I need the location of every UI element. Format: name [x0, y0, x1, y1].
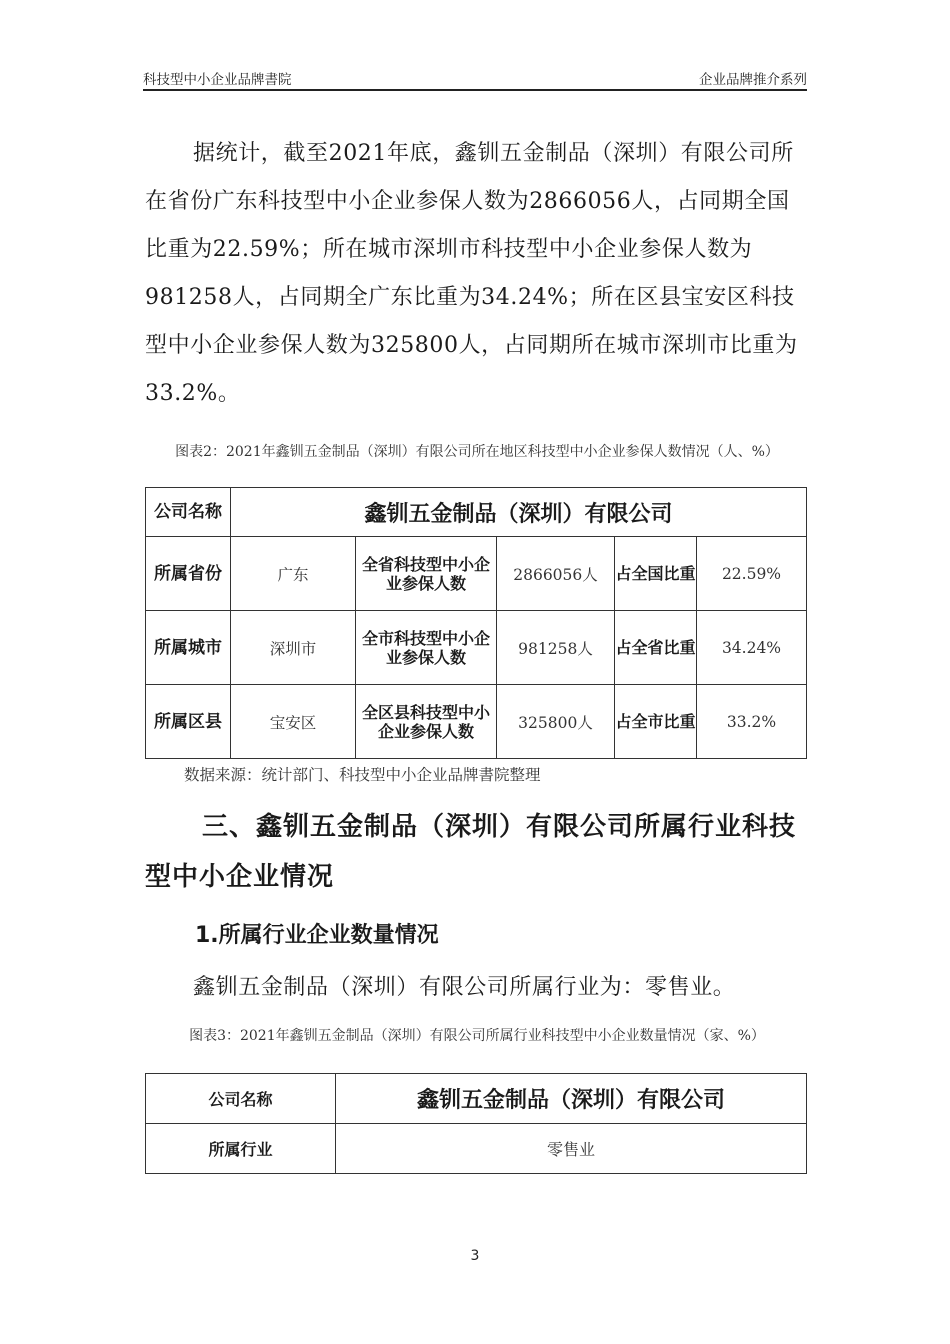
- table-row: [146, 537, 807, 611]
- value-cell: 2866056人: [497, 537, 615, 611]
- share-label-cell: 占全市比重: [615, 685, 697, 759]
- share-cell: 34.24%: [697, 611, 807, 685]
- data-source-note: 数据来源：统计部门、科技型中小企业品牌書院整理: [184, 766, 541, 784]
- insured-employees-table: [145, 487, 807, 759]
- value-cell: 981258人: [497, 611, 615, 685]
- intro-paragraph: 据统计，截至2021年底，鑫钏五金制品（深圳）有限公司所在省份广东科技型中小企业参保人数为2866056人，占同期全国比重为22.59%；所在城市深圳市科技型中小企业参保人数为981258人，占同期全广东比重为34.24%；所在区县宝安区科技型中小企业参保人数为325800人，占同期所在城市深圳市比重为33.2%。: [145, 141, 798, 406]
- table-row: [146, 1124, 807, 1174]
- metric-cell: 全区县科技型中小企业参保人数: [356, 685, 497, 759]
- value-cell: 325800人: [497, 685, 615, 759]
- level-cell: 所属城市: [146, 611, 231, 685]
- header-series: 企业品牌推介系列: [699, 72, 807, 88]
- share-label-cell: 占全省比重: [615, 611, 697, 685]
- page-number: 3: [470, 1248, 480, 1264]
- share-cell: 22.59%: [697, 537, 807, 611]
- industry-table: [145, 1073, 807, 1174]
- level-cell: 所属省份: [146, 537, 231, 611]
- metric-cell: 全省科技型中小企业参保人数: [356, 537, 497, 611]
- level-cell: 所属区县: [146, 685, 231, 759]
- header-divider: [143, 89, 807, 91]
- industry-paragraph: 鑫钏五金制品（深圳）有限公司所属行业为：零售业。: [193, 975, 736, 1000]
- region-cell: 宝安区: [231, 685, 356, 759]
- table-row: [146, 685, 807, 759]
- subsection-heading: 1.所属行业企业数量情况: [195, 923, 439, 948]
- table-row: [146, 488, 807, 537]
- industry-label-cell: 所属行业: [146, 1124, 336, 1174]
- industry-cell: 零售业: [336, 1124, 807, 1174]
- table-row: [146, 611, 807, 685]
- section-heading: 三、鑫钏五金制品（深圳）有限公司所属行业科技型中小企业情况: [145, 812, 797, 892]
- page-header: [143, 64, 807, 88]
- metric-cell: 全市科技型中小企业参保人数: [356, 611, 497, 685]
- region-cell: 深圳市: [231, 611, 356, 685]
- company-label-cell: 公司名称: [146, 488, 231, 537]
- table-row: [146, 1074, 807, 1124]
- table2-caption: 图表2：2021年鑫钏五金制品（深圳）有限公司所在地区科技型中小企业参保人数情况（人、%）: [175, 444, 779, 460]
- company-name-cell: 鑫钏五金制品（深圳）有限公司: [336, 1074, 807, 1124]
- region-cell: 广东: [231, 537, 356, 611]
- header-brand: 科技型中小企业品牌書院: [143, 72, 292, 88]
- company-label-cell: 公司名称: [146, 1074, 336, 1124]
- table3-caption: 图表3：2021年鑫钏五金制品（深圳）有限公司所属行业科技型中小企业数量情况（家、%）: [189, 1028, 765, 1044]
- share-cell: 33.2%: [697, 685, 807, 759]
- share-label-cell: 占全国比重: [615, 537, 697, 611]
- company-name-cell: 鑫钏五金制品（深圳）有限公司: [231, 488, 807, 537]
